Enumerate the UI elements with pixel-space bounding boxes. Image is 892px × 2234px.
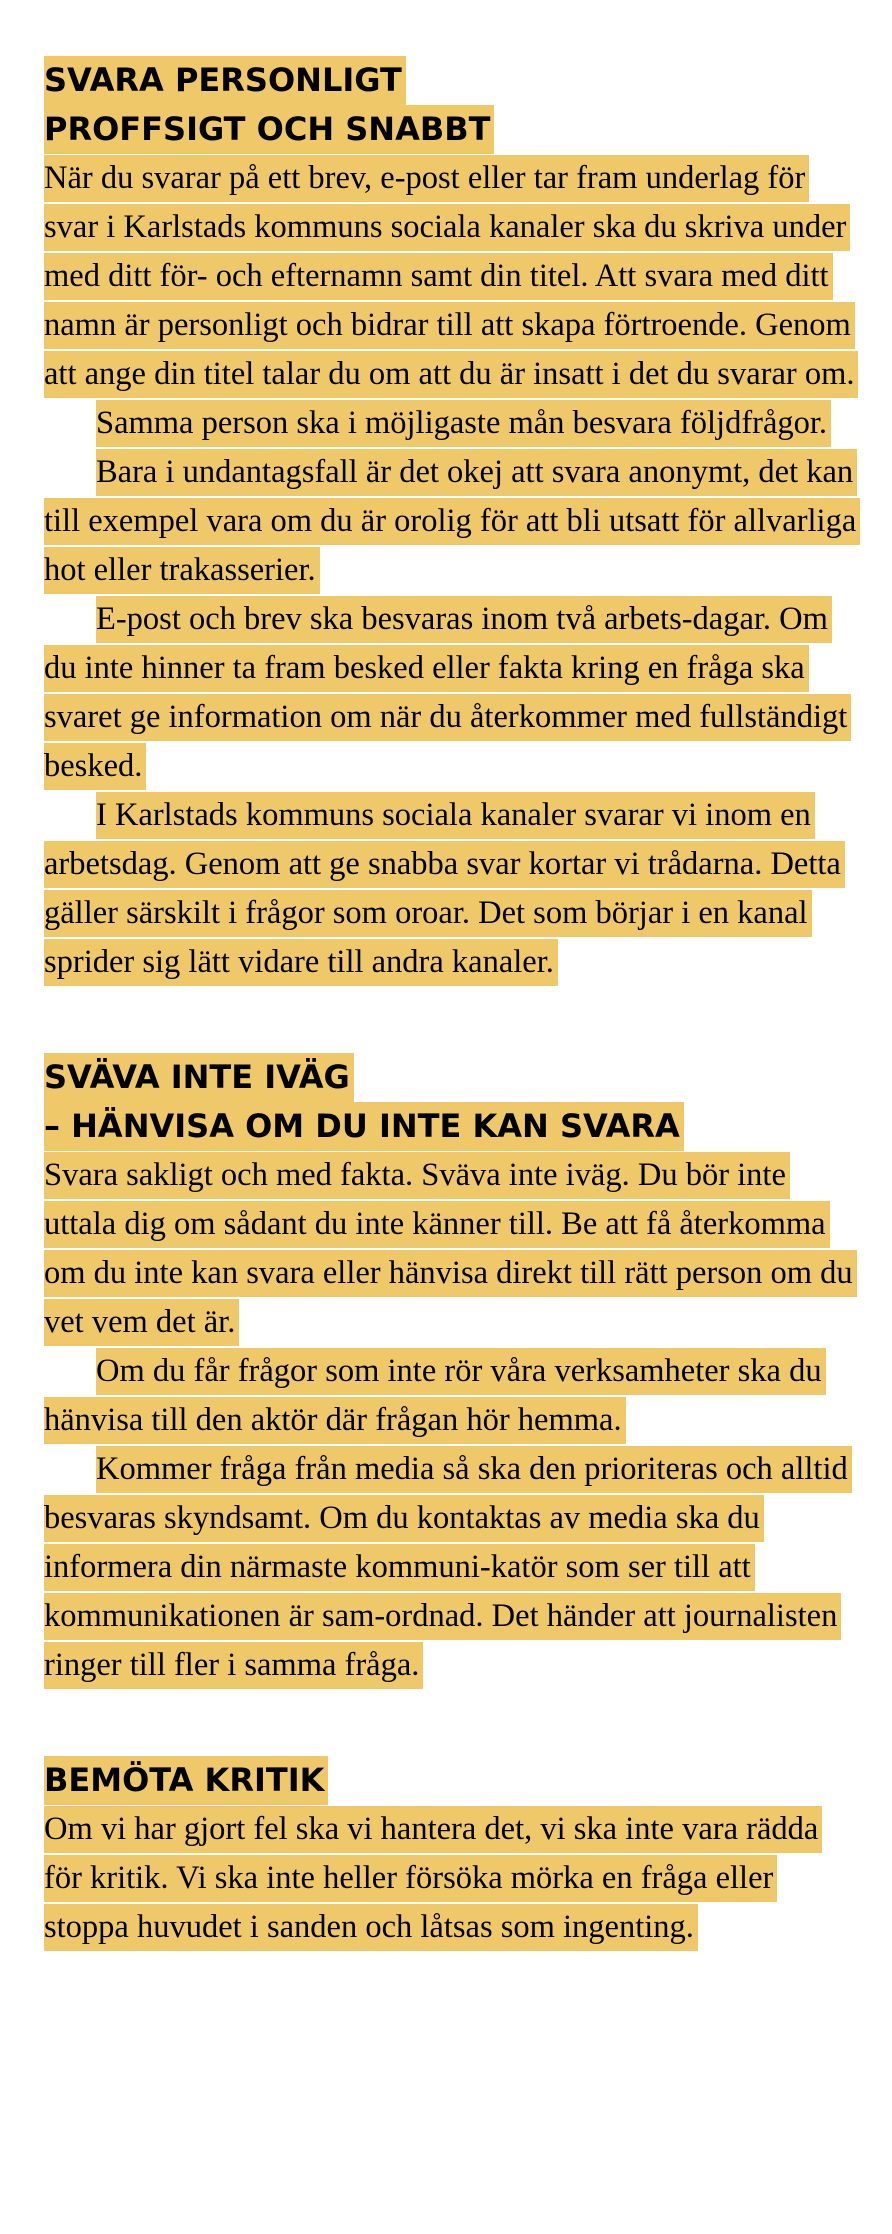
- paragraph-text: I Karlstads kommuns sociala kanaler svarar vi inom en arbetsdag. Genom att ge snabba svar kortar vi trådarna. Detta gäller särskilt i frågor som oroar. Det som börjar i en kanal sprider sig lätt vidare till andra kanaler.: [44, 792, 845, 986]
- paragraph-text: Om vi har gjort fel ska vi hantera det, vi ska inte vara rädda för kritik. Vi ska inte heller försöka mörka en fråga eller stoppa huvudet i sanden och låtsas som ingenting.: [44, 1806, 822, 1951]
- paragraph-text: När du svarar på ett brev, e-post eller tar fram underlag för svar i Karlstads kommuns sociala kanaler ska du skriva under med ditt för- och efternamn samt din titel. Att svara med ditt namn är personligt och bidrar till att skapa förtroende. Genom att ange din titel talar du om att du är insatt i det du svarar om.: [44, 155, 858, 398]
- heading-line: SVARA PERSONLIGT: [44, 56, 406, 105]
- paragraph-text: Samma person ska i möjligaste mån besvara följdfrågor.: [96, 400, 831, 447]
- paragraph-text: Bara i undantagsfall är det okej att svara anonymt, det kan till exempel vara om du är orolig för att bli utsatt för allvarliga hot eller trakasserier.: [44, 449, 860, 594]
- document-page: [44, 56, 864, 2018]
- section-heading: [44, 56, 864, 154]
- paragraph: [44, 154, 864, 399]
- section-bemota-kritik: [44, 1756, 864, 1952]
- section-svava-inte-ivag: [44, 1053, 864, 1690]
- section-heading: [44, 1053, 864, 1151]
- paragraph: [44, 399, 864, 448]
- heading-line: BEMÖTA KRITIK: [44, 1756, 328, 1805]
- heading-line: SVÄVA INTE IVÄG: [44, 1053, 354, 1102]
- paragraph-text: E-post och brev ska besvaras inom två arbets-dagar. Om du inte hinner ta fram besked eller fakta kring en fråga ska svaret ge information om när du återkommer med fullständigt besked.: [44, 596, 851, 790]
- section-svara-personligt: [44, 56, 864, 987]
- paragraph: [44, 595, 864, 791]
- paragraph: [44, 1347, 864, 1445]
- paragraph: [44, 791, 864, 987]
- paragraph: [44, 448, 864, 595]
- paragraph-text: Svara sakligt och med fakta. Sväva inte iväg. Du bör inte uttala dig om sådant du inte känner till. Be att få återkomma om du inte kan svara eller hänvisa direkt till rätt person om du vet vem det är.: [44, 1152, 857, 1346]
- paragraph-text: Om du får frågor som inte rör våra verksamheter ska du hänvisa till den aktör där frågan hör hemma.: [44, 1348, 826, 1444]
- paragraph: [44, 1445, 864, 1690]
- paragraph-text: Kommer fråga från media så ska den prioriteras och alltid besvaras skyndsamt. Om du kontaktas av media ska du informera din närmaste kommuni-katör som ser till att kommunikationen är sam-ordnad. Det händer att journalisten ringer till fler i samma fråga.: [44, 1446, 852, 1689]
- heading-line: – HÄNVISA OM DU INTE KAN SVARA: [44, 1102, 684, 1151]
- section-heading: [44, 1756, 864, 1805]
- paragraph: [44, 1805, 864, 1952]
- heading-line: PROFFSIGT OCH SNABBT: [44, 105, 494, 154]
- paragraph: [44, 1151, 864, 1347]
